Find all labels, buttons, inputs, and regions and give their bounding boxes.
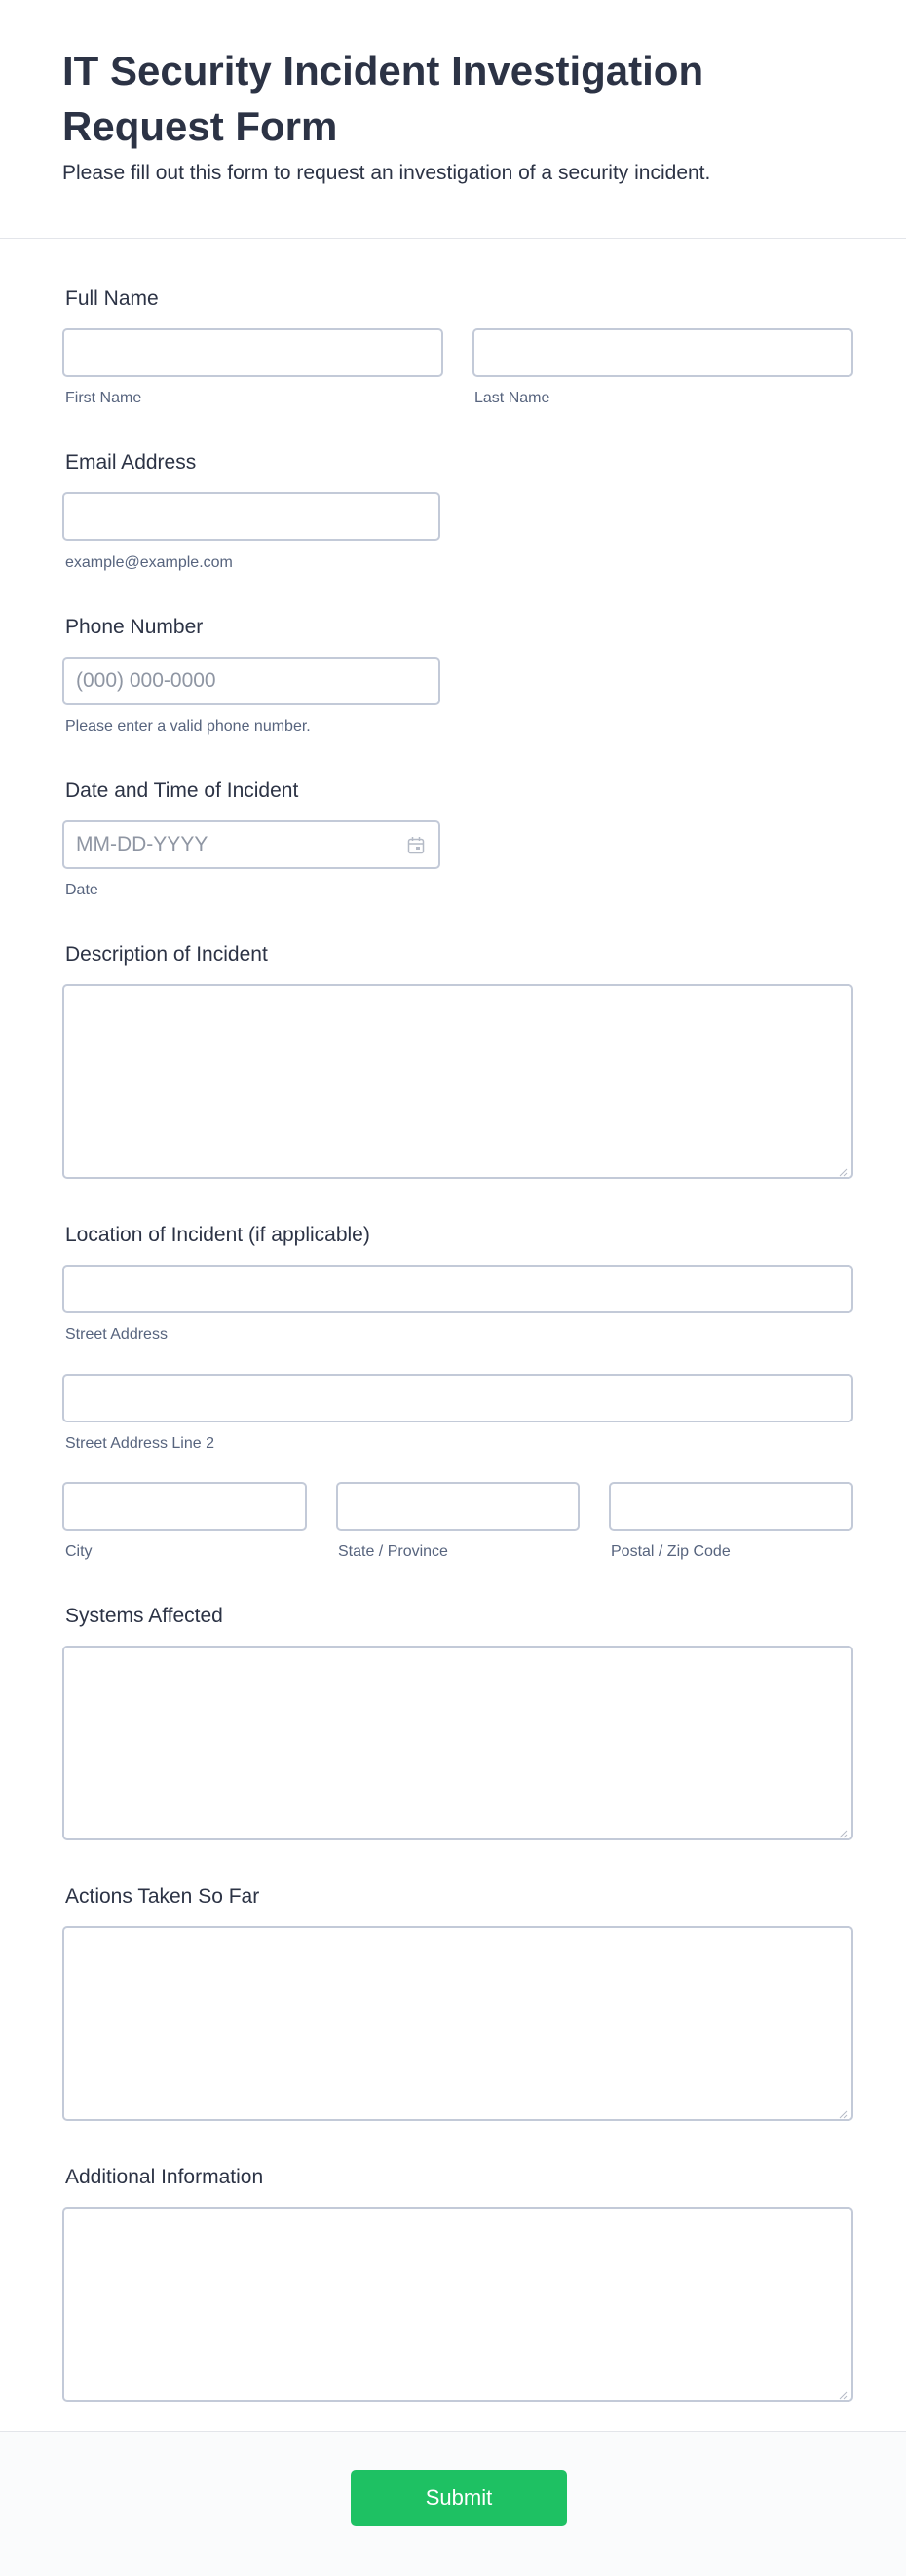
zip-input[interactable] bbox=[609, 1482, 853, 1531]
street-address-line2-sublabel: Street Address Line 2 bbox=[65, 1435, 214, 1452]
calendar-icon[interactable] bbox=[407, 836, 425, 855]
street-address-input[interactable] bbox=[62, 1265, 853, 1313]
description-textarea[interactable] bbox=[62, 984, 853, 1179]
actions-taken-label: Actions Taken So Far bbox=[65, 1885, 260, 1908]
form-header bbox=[0, 0, 906, 239]
phone-label: Phone Number bbox=[65, 616, 204, 638]
page-title: IT Security Incident Investigation Request Form bbox=[62, 48, 704, 149]
resize-grip-icon[interactable] bbox=[839, 1164, 848, 1173]
date-placeholder: MM-DD-YYYY bbox=[76, 833, 208, 855]
city-sublabel: City bbox=[65, 1543, 93, 1560]
email-sublabel: example@example.com bbox=[65, 554, 233, 571]
first-name-sublabel: First Name bbox=[65, 390, 142, 406]
street-address-sublabel: Street Address bbox=[65, 1326, 168, 1343]
additional-info-textarea[interactable] bbox=[62, 2207, 853, 2402]
city-input[interactable] bbox=[62, 1482, 307, 1531]
submit-button[interactable]: Submit bbox=[351, 2470, 567, 2526]
state-input[interactable] bbox=[336, 1482, 580, 1531]
resize-grip-icon[interactable] bbox=[839, 2106, 848, 2115]
description-label: Description of Incident bbox=[65, 943, 268, 966]
zip-sublabel: Postal / Zip Code bbox=[611, 1543, 731, 1560]
street-address-line2-input[interactable] bbox=[62, 1374, 853, 1422]
actions-taken-textarea[interactable] bbox=[62, 1926, 853, 2121]
phone-input[interactable] bbox=[62, 657, 440, 705]
systems-affected-textarea[interactable] bbox=[62, 1646, 853, 1840]
phone-placeholder: (000) 000-0000 bbox=[76, 669, 216, 692]
location-label: Location of Incident (if applicable) bbox=[65, 1224, 370, 1246]
resize-grip-icon[interactable] bbox=[839, 1826, 848, 1835]
additional-info-label: Additional Information bbox=[65, 2166, 264, 2188]
phone-sublabel: Please enter a valid phone number. bbox=[65, 718, 311, 735]
resize-grip-icon[interactable] bbox=[839, 2387, 848, 2396]
systems-affected-label: Systems Affected bbox=[65, 1605, 223, 1627]
first-name-input[interactable] bbox=[62, 328, 443, 377]
incident-date-sublabel: Date bbox=[65, 882, 98, 898]
state-sublabel: State / Province bbox=[338, 1543, 448, 1560]
email-label: Email Address bbox=[65, 451, 197, 474]
last-name-input[interactable] bbox=[472, 328, 853, 377]
incident-datetime-label: Date and Time of Incident bbox=[65, 779, 299, 802]
incident-date-input[interactable] bbox=[62, 820, 440, 869]
full-name-label: Full Name bbox=[65, 287, 159, 310]
last-name-sublabel: Last Name bbox=[474, 390, 550, 406]
email-input[interactable] bbox=[62, 492, 440, 541]
page-subtitle: Please fill out this form to request an investigation of a security incident. bbox=[62, 162, 711, 184]
